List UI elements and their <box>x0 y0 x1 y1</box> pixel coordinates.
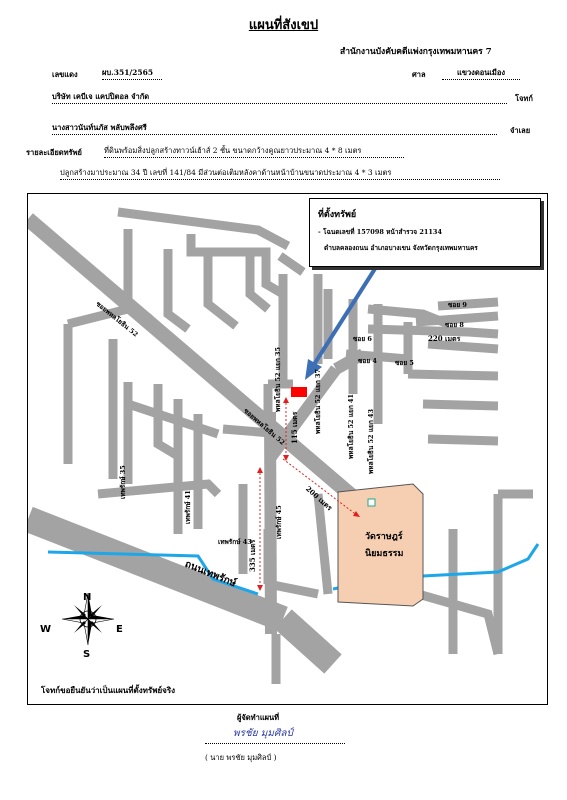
road <box>208 252 236 326</box>
road <box>438 302 498 306</box>
road-label-soi-52-43: พหลโยธิน 52 แยก 43 <box>367 408 375 474</box>
case-label: เลขแดง <box>52 70 78 79</box>
distance-label-200: 200 เมตร <box>303 484 335 513</box>
court-name: แขวงดอนเมือง <box>442 67 520 80</box>
temple-icon <box>368 499 375 506</box>
road-label-thepharak-41: เทพรักษ์ 41 <box>184 490 192 524</box>
court-label: ศาล <box>412 70 426 79</box>
map-frame <box>27 193 548 705</box>
road <box>128 404 218 434</box>
info-box-location: ตำบลคลองถนน อำเภอบางเขน จังหวัดกรุงเทพมหานคร <box>324 244 478 252</box>
temple-area <box>338 484 423 606</box>
main-road-label: ถนนเทพรักษ์ <box>183 558 238 590</box>
road-label-phahon-52: ซอยพหลโยธิน 52 <box>242 406 287 447</box>
road <box>418 594 498 654</box>
road <box>408 374 498 376</box>
page-title: แผนที่สังเขป <box>248 18 319 33</box>
distance-label-115: 115 เมตร <box>290 411 299 444</box>
compass-east-label: E <box>116 624 123 635</box>
case-number: ผบ.351/2565 <box>102 67 162 80</box>
temple-label-line-2: นิยมธรรม <box>365 549 404 559</box>
road-label-soi-52-35: พหลโยธิน 52 แยก 35 <box>274 346 282 412</box>
measure-tick <box>283 397 289 403</box>
road <box>283 619 333 664</box>
road-label-soi-5: ซอย 5 <box>395 359 414 367</box>
info-box-deed: - โฉนดเลขที่ 157098 หน้าสำรวจ 21134 <box>318 228 442 236</box>
details-line-2: ปลูกสร้างมาประมาณ 34 ปี เลขที่ 141/84 มีส่วนต่อเติมหลังคาด้านหน้าบ้านขนาดประมาณ 4 * 3 เมตร <box>60 167 500 180</box>
map-maker-label: ผู้จัดทำแผนที่ <box>237 713 280 722</box>
distance-label-220: 220 เมตร <box>428 334 461 343</box>
office-name: สำนักงานบังคับคดีแพ่งกรุงเทพมหานคร 7 <box>340 47 492 57</box>
road-label-soi-9: ซอย 9 <box>448 301 467 309</box>
details-line-1: ที่ดินพร้อมสิ่งปลูกสร้างทาวน์เฮ้าส์ 2 ชั้น ขนาดกว้างคูณยาวประมาณ 4 * 8 เมตร <box>104 145 404 158</box>
details-label: รายละเอียดทรัพย์ <box>26 148 82 157</box>
plaintiff-confirmation-note: โจทก์ขอยืนยันว่าเป็นแผนที่ตั้งทรัพย์จริง <box>41 685 176 695</box>
map-maker-name: ( นาย พรชัย มุมศิลป์ ) <box>205 753 277 762</box>
road-label-soi-4: ซอย 4 <box>358 357 377 365</box>
defendant-label: จำเลย <box>510 126 531 135</box>
road-label-thepharak-45: เทพรักษ์ 45 <box>275 505 283 539</box>
compass-north-label: N <box>83 592 92 603</box>
measure-tick <box>257 467 263 473</box>
property-marker <box>291 387 307 397</box>
road-label-soi-52-37: พหลโยธิน 52 แยก 37 <box>314 368 322 434</box>
signature: พรชัย มุมศิลป์ <box>233 728 293 739</box>
road <box>270 412 271 634</box>
road-label-soi-52-41: พหลโยธิน 52 แยก 41 <box>347 393 355 459</box>
map-graphic <box>28 194 547 704</box>
pointer-arrow <box>313 264 378 366</box>
road-label-soi-8: ซอย 8 <box>445 321 464 329</box>
road <box>428 439 498 441</box>
road-label-thepharak-35: เทพรักษ์ 35 <box>119 465 127 499</box>
compass-west-label: W <box>40 624 52 635</box>
road <box>168 249 188 329</box>
plaintiff-name: บริษัท เคบีเจ แคปปิตอล จำกัด <box>52 91 507 104</box>
road <box>423 404 498 406</box>
measure-tick <box>257 585 263 591</box>
road-label-soi-6: ซอย 6 <box>353 335 372 343</box>
info-box-title: ที่ตั้งทรัพย์ <box>318 210 357 220</box>
road-label-phahon-52: ซอยพหลโยธิน 52 <box>94 299 140 339</box>
plaintiff-label: โจทก์ <box>515 94 533 103</box>
road <box>280 256 303 272</box>
temple-label-line-1: วัดราษฎร์ <box>365 532 403 542</box>
distance-label-335: 335 เมตร <box>248 539 257 572</box>
road-label-thepharak-43: เทพรักษ์ 43 <box>218 538 252 546</box>
compass-south-label: S <box>83 649 91 660</box>
defendant-name: นางสาวนันท์นภัส พลับพลึงศรี <box>52 122 497 135</box>
property-info-box <box>309 198 541 267</box>
road <box>118 212 288 246</box>
signature-line <box>205 743 345 744</box>
